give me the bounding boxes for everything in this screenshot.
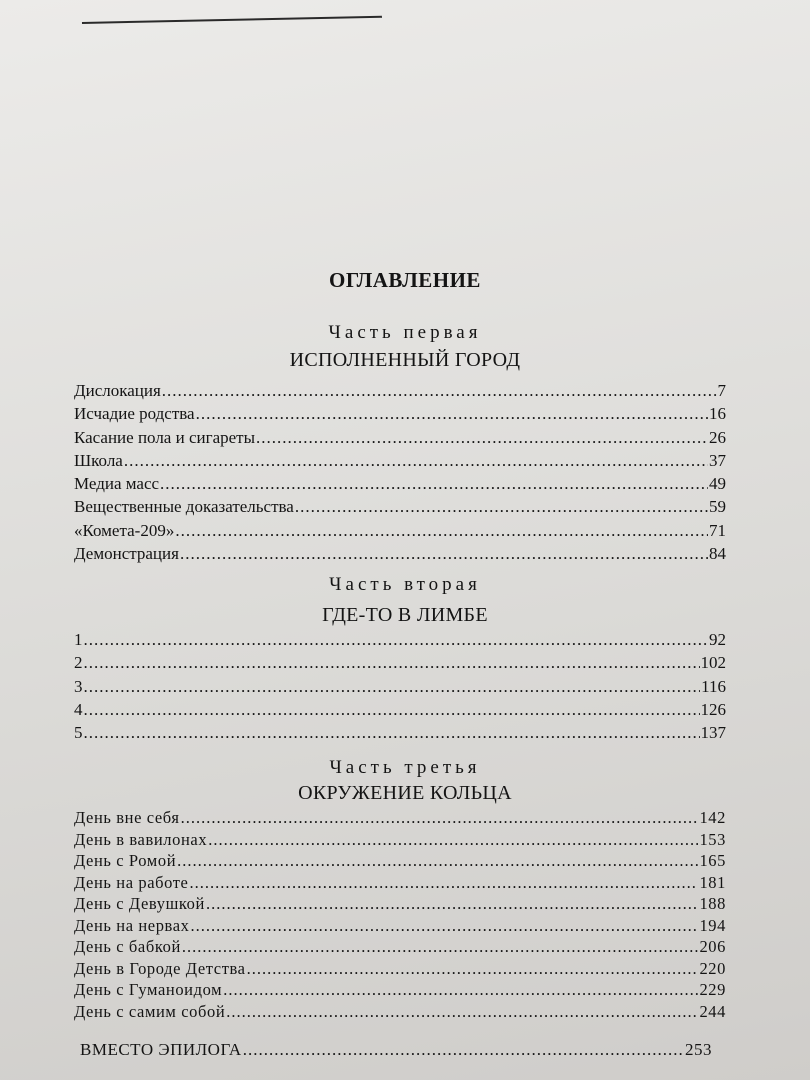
toc-entry	[74, 542, 726, 565]
toc-dot-leader	[180, 542, 708, 565]
toc-entry	[74, 449, 726, 472]
toc-entry-title: День с бабкой	[74, 937, 181, 956]
toc-entry-page: 181	[699, 872, 726, 892]
toc-entry-page: 188	[699, 894, 726, 913]
toc-dot-leader	[189, 872, 698, 893]
toc-entry-page: 206	[699, 937, 726, 956]
toc-entry-page: 153	[699, 829, 726, 849]
toc-entry-page: 142	[699, 808, 726, 827]
toc-dot-leader	[247, 958, 699, 979]
toc-entry	[74, 651, 726, 674]
part2-title: ГДЕ-ТО В ЛИМБЕ	[322, 604, 488, 626]
toc-entry-page: 7	[717, 381, 726, 400]
toc-entry	[74, 915, 726, 937]
toc-dot-leader	[226, 1001, 698, 1022]
toc-entry	[74, 979, 726, 1001]
toc-entry	[74, 850, 726, 872]
toc-entry-title: День с Девушкой	[74, 894, 205, 913]
part1-label: Часть первая	[328, 322, 482, 343]
part3-label: Часть третья	[329, 757, 481, 778]
toc-entry-title: 1	[74, 630, 83, 649]
toc-entry-title: День в вавилонах	[74, 829, 208, 849]
toc-entry	[74, 872, 726, 894]
toc-dot-leader	[181, 807, 699, 828]
toc-dot-leader	[84, 721, 700, 744]
toc-entry	[74, 936, 726, 958]
toc-entry-title: Демонстрация	[74, 544, 179, 564]
toc-entry-page: 49	[709, 474, 726, 494]
toc-dot-leader	[177, 850, 698, 871]
toc-dot-leader	[124, 449, 708, 472]
part2-toc	[74, 628, 726, 744]
top-rule	[81, 0, 381, 24]
toc-dot-leader	[84, 651, 700, 674]
toc-entry	[74, 721, 726, 744]
toc-dot-leader	[175, 519, 708, 542]
toc-entry-title: Дислокация	[74, 381, 161, 400]
toc-entry-title: День с Гуманоидом	[74, 980, 223, 999]
toc-entry	[74, 893, 726, 915]
epilogue-title: ВМЕСТО ЭПИЛОГА	[80, 1040, 242, 1059]
toc-entry-page: 220	[699, 958, 726, 978]
toc-entry	[74, 675, 726, 698]
toc-entry-title: День с Ромой	[74, 851, 177, 870]
part3-title: ОКРУЖЕНИЕ КОЛЬЦА	[298, 782, 512, 804]
epilogue-leader	[243, 1040, 684, 1060]
toc-entry-title: Школа	[74, 450, 123, 470]
toc-entry	[74, 426, 726, 449]
toc-entry-title: 2	[74, 653, 83, 673]
toc-entry	[74, 628, 726, 651]
part2-label: Часть вторая	[329, 574, 481, 595]
toc-entry-page: 126	[700, 699, 726, 719]
epilogue-entry	[80, 1040, 712, 1060]
toc-entry	[74, 402, 726, 425]
toc-dot-leader	[256, 426, 708, 449]
toc-entry	[74, 519, 726, 542]
toc-entry-page: 59	[709, 497, 726, 517]
toc-entry	[74, 1001, 726, 1023]
toc-entry-title: 5	[74, 723, 83, 743]
toc-dot-leader	[162, 379, 717, 402]
page-title: ОГЛАВЛЕНИЕ	[329, 268, 481, 292]
toc-entry-title: Вещественные доказательства	[74, 497, 294, 517]
toc-dot-leader	[84, 628, 709, 651]
toc-entry-page: 16	[709, 404, 726, 424]
toc-entry-page: 229	[699, 980, 726, 999]
part1-title: ИСПОЛНЕННЫЙ ГОРОД	[289, 349, 521, 371]
toc-dot-leader	[84, 675, 701, 698]
toc-entry-title: День с самим собой	[74, 1001, 226, 1021]
toc-dot-leader	[160, 472, 708, 495]
toc-dot-leader	[223, 979, 698, 1000]
toc-entry-page: 92	[709, 630, 726, 649]
toc-dot-leader	[295, 495, 708, 518]
part1-toc	[74, 379, 726, 565]
toc-entry	[74, 472, 726, 495]
toc-entry-page: 26	[709, 427, 726, 447]
part3-toc	[74, 807, 726, 1022]
toc-entry	[74, 698, 726, 721]
toc-entry	[74, 495, 726, 518]
toc-entry-page: 244	[699, 1001, 726, 1021]
toc-entry-title: День в Городе Детства	[74, 958, 246, 978]
toc-entry	[74, 807, 726, 829]
toc-entry-title: День на работе	[74, 872, 189, 892]
epilogue-page: 253	[685, 1040, 712, 1059]
toc-entry-page: 165	[699, 851, 726, 870]
toc-dot-leader	[206, 893, 699, 914]
toc-entry-page: 137	[700, 723, 726, 743]
toc-entry-title: Исчадие родства	[74, 404, 195, 424]
toc-entry-page: 84	[709, 544, 726, 564]
toc-entry-title: Касание пола и сигареты	[74, 427, 256, 447]
toc-entry-title: День на нервах	[74, 915, 190, 935]
toc-entry	[74, 379, 726, 402]
toc-dot-leader	[208, 829, 698, 850]
toc-entry	[74, 829, 726, 851]
toc-entry-title: Медиа масс	[74, 474, 160, 494]
toc-entry-page: 37	[709, 450, 726, 470]
toc-entry-title: День вне себя	[74, 808, 180, 827]
toc-dot-leader	[84, 698, 700, 721]
toc-dot-leader	[182, 936, 699, 957]
toc-entry-title: 4	[74, 699, 83, 719]
toc-entry-title: 3	[74, 676, 83, 696]
toc-dot-leader	[196, 402, 708, 425]
toc-dot-leader	[191, 915, 699, 936]
toc-entry-page: 102	[700, 653, 726, 673]
toc-entry	[74, 958, 726, 980]
toc-entry-page: 116	[701, 676, 726, 696]
toc-entry-page: 71	[709, 520, 726, 540]
toc-entry-title: «Комета-209»	[74, 520, 175, 540]
toc-entry-page: 194	[699, 915, 726, 935]
